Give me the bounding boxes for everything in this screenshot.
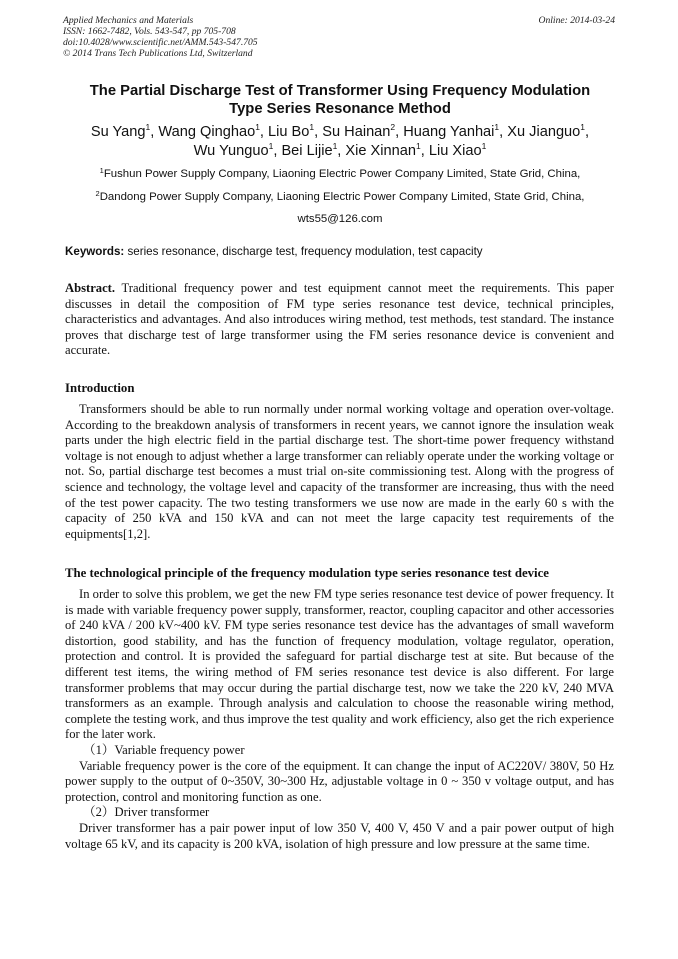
author-list bbox=[50, 123, 630, 161]
author: Liu Bo$^1$, bbox=[268, 122, 323, 140]
section-heading-introduction: Introduction bbox=[65, 381, 135, 395]
paragraph: Driver transformer has a pair power input of low 350 V, 400 V, 450 V and a pair power output of high voltage 65 kV, and its capacity is 200 kVA, isolation of high pressure and low pressure at the same time. bbox=[65, 820, 614, 851]
subheading-variable-frequency-power: （1）Variable frequency power bbox=[83, 742, 245, 757]
issn-line: ISSN: 1662-7482, Vols. 543-547, pp 705-708 bbox=[63, 26, 236, 37]
title-line-2: Type Series Resonance Method bbox=[229, 101, 451, 117]
author: Huang Yanhai$^1$, bbox=[403, 122, 508, 140]
doi-line[interactable]: doi:10.4028/www.scientific.net/AMM.543-547.705 bbox=[63, 37, 258, 48]
title-line-1: The Partial Discharge Test of Transformer Using Frequency Modulation bbox=[89, 83, 591, 99]
journal-name: Applied Mechanics and Materials bbox=[63, 15, 194, 26]
author: Su Hainan$^2$, bbox=[322, 122, 404, 140]
paper-title bbox=[60, 82, 620, 118]
journal-header bbox=[63, 15, 615, 59]
introduction-body bbox=[65, 402, 614, 542]
keywords-label: Keywords: bbox=[65, 245, 125, 258]
keywords-text: series resonance, discharge test, frequency modulation, test capacity bbox=[124, 245, 483, 258]
author: Liu Xiao$^1$ bbox=[428, 141, 487, 159]
section-heading-technological-principle: The technological principle of the frequency modulation type series resonance test device bbox=[65, 566, 549, 580]
author: Su Yang$^1$, bbox=[90, 122, 159, 140]
author-email[interactable]: wts55@126.com bbox=[297, 213, 383, 225]
affiliation-1: $^1$Fushun Power Supply Company, Liaoning Electric Power Company Limited, State Grid, China, bbox=[99, 166, 581, 180]
subheading-driver-transformer: （2）Driver transformer bbox=[83, 805, 210, 820]
abstract-text: Traditional frequency power and test equipment cannot meet the requirements. This paper discusses in detail the composition of FM type series resonance test device, technical principles, characteristics and advantages. And also introduces wiring method, test methods, test standard. The instance proves that discharge test of large transformer using the FM series resonance device is convenient and accurate. bbox=[65, 281, 614, 358]
paragraph: Variable frequency power is the core of the equipment. It can change the input of AC220V/ 380V, 50 Hz power supply to the output of 0~350V, 30~300 Hz, adjustable voltage in 0 ~ 350 v voltage output, and has protection, control and monitoring function as one. bbox=[65, 758, 614, 804]
author: Xie Xinnan$^1$, bbox=[345, 141, 429, 159]
author: Wang Qinghao$^1$, bbox=[158, 122, 269, 140]
abstract-label: Abstract. bbox=[65, 281, 116, 295]
author: Wu Yunguo$^1$, bbox=[193, 141, 282, 159]
online-date: Online: 2014-03-24 bbox=[538, 15, 615, 26]
author: Bei Lijie$^1$, bbox=[281, 141, 346, 159]
copyright-line: © 2014 Trans Tech Publications Ltd, Switzerland bbox=[63, 48, 253, 59]
paragraph: In order to solve this problem, we get the new FM type series resonance test device of power frequency. It is made with variable frequency power supply, transformer, reactor, coupling capacitor and other accessories of 240 kVA / 200 kV~400 kV. FM type series resonance test device has the advantages of small waveform distortion, good stability, and has the function of frequency modulation, voltage regulator, operation, protection and control. It is provided the safeguard for partial discharge test at site. But because of the different test items, the wiring method of FM series resonance test device is also different. For large transformer problems that may occur during the partial discharge test, now we take the 220 kV, 240 MVA transformers as an example. Through analysis and calculation to choose the reasonable wiring method, complete the testing work, and thus improve the test quality and work efficiency, also get the rich experience for the later work. bbox=[65, 587, 614, 742]
author: Xu Jianguo$^1$, bbox=[507, 122, 590, 140]
technological-principle-body bbox=[65, 587, 614, 852]
keywords bbox=[65, 244, 617, 259]
paragraph: Transformers should be able to run normally under normal working voltage and operation over-voltage. According to the breakdown analysis of transformers in recent years, we cannot ignore the insulation weak parts under the high electric field in the partial discharge test. The short-time power frequency withstand voltage is not enough to adjust whether a large transformer can reliably operate under the working voltage or not. So, partial discharge test becomes a must trial on-site commissioning test. Along with the progress of science and technology, the voltage level and capacity of the transformer are increasing, thus with the need of the test power capacity. The two testing transformers we use now are made in the early 60 s with the capacity of 250 kVA and 150 kVA and can not meet the large capacity test requirements of the equipments[1,2]. bbox=[65, 402, 614, 541]
abstract bbox=[65, 281, 614, 359]
affiliation-2: $^2$Dandong Power Supply Company, Liaoning Electric Power Company Limited, State Grid, China, bbox=[95, 189, 585, 203]
